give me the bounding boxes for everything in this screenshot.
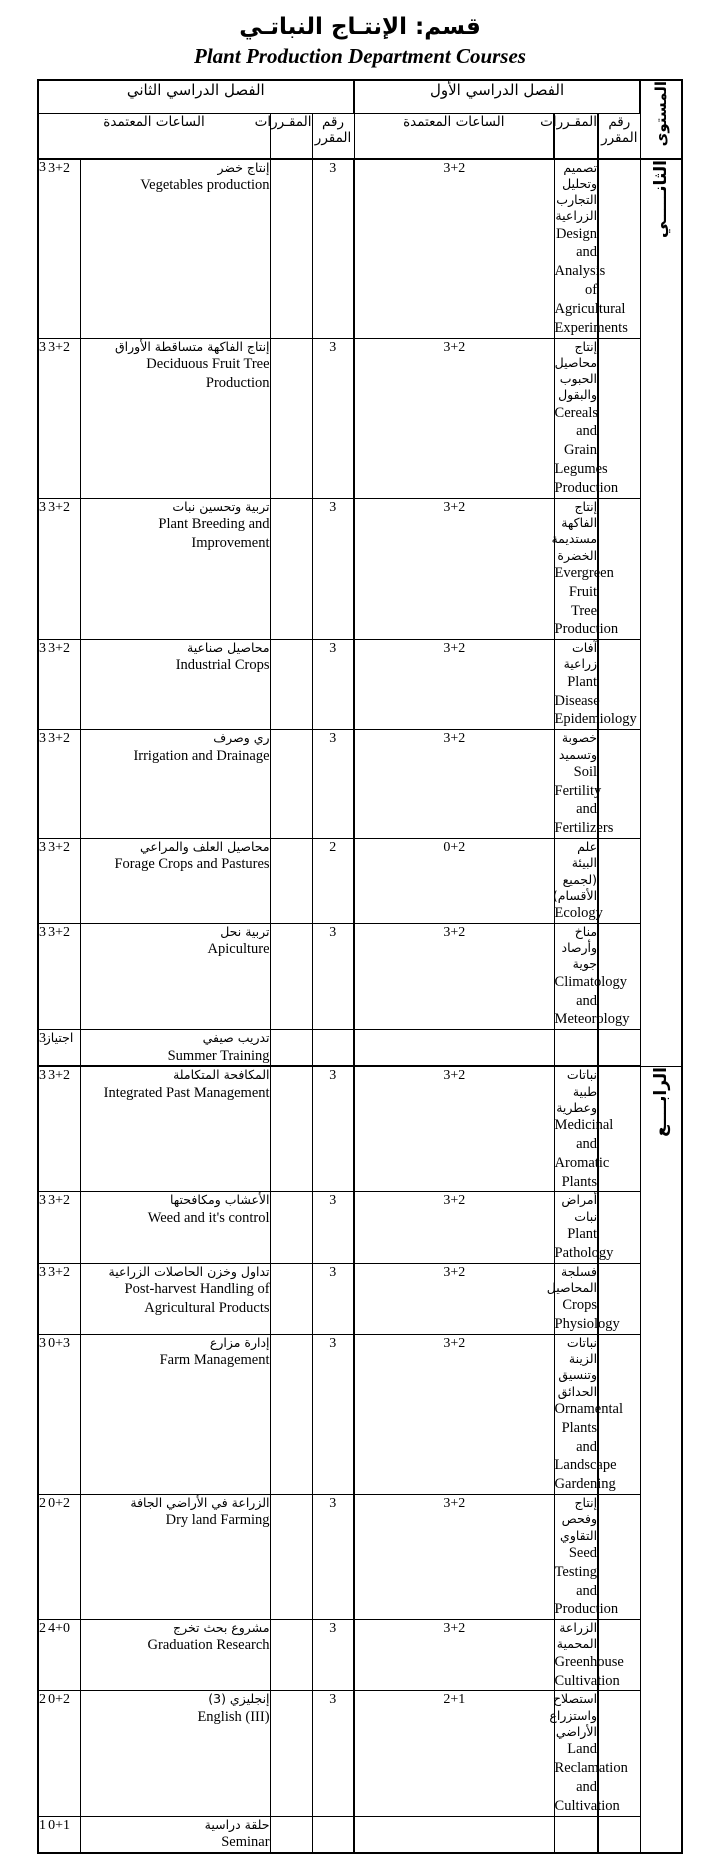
table-body	[38, 159, 682, 1853]
semester-one-credit-total-cell	[312, 1030, 354, 1067]
course-name-arabic: تربية وتحسين نبات	[172, 498, 270, 514]
course-name-cell	[80, 498, 270, 639]
course-name-english: Seed Testing and Production	[554, 1544, 619, 1618]
course-name-english: Greenhouse Cultivation	[554, 1653, 624, 1689]
semester-two-courses-header: المقـررات	[270, 113, 312, 159]
semester-two-credit-split-cell: 3+2	[38, 159, 80, 339]
semester-one-course-number-cell	[598, 1816, 640, 1853]
semester-one-course-number-header: رقم المقرر	[598, 113, 640, 159]
semester-one-credit-total-cell: 3	[312, 1495, 354, 1620]
semester-one-course-number-cell	[598, 1334, 640, 1494]
semester-two-course-number-cell	[270, 1334, 312, 1494]
course-name-cell	[554, 1066, 614, 1192]
semester-two-credit-split-cell: 0+2	[38, 1691, 80, 1816]
semester-one-header: الفصل الدراسي الأول	[354, 80, 640, 114]
course-name-cell	[80, 923, 270, 1029]
course-name-cell	[549, 1691, 628, 1816]
course-name-english: Crops Physiology	[554, 1297, 620, 1333]
table-row: الرابــــع نباتات طبية وعطرية Medicinal and Aromatic Plants 3+2 3 المكافحة المتكاملة Integrated Past Management 3+2 3	[38, 1066, 682, 1192]
course-name-cell	[546, 1263, 620, 1334]
semester-one-credit-hours-header: الساعات المعتمدة	[354, 113, 554, 159]
course-name-arabic: علم البيئة (لجميع الأقسام)	[552, 839, 598, 903]
course-name-english: Climatology and Meteorology	[554, 973, 630, 1028]
page-title-english: Plant Production Department Courses	[194, 44, 526, 69]
header-row-columns	[38, 113, 682, 159]
semester-two-credit-split-cell: اجتياز	[38, 1030, 80, 1067]
table-row: خصوبة وتسميد Soil Fertility and Fertilizers 3+2 3 ري وصرف Irrigation and Drainage 3+2 3	[38, 730, 682, 839]
course-name-arabic: إدارة مزارع	[209, 1334, 270, 1350]
semester-one-credit-total-cell: 3	[312, 1066, 354, 1192]
course-name-english: Weed and it's control	[147, 1209, 270, 1226]
course-name-arabic: حلقة دراسية	[204, 1816, 270, 1832]
semester-one-course-name-cell	[554, 1030, 598, 1067]
course-name-arabic: إنتاج الفاكهة مستديمة الخضرة	[551, 498, 598, 563]
semester-one-credit-split-cell: 3+2	[354, 730, 554, 839]
semester-one-course-number-cell	[598, 1691, 640, 1816]
course-name-cell	[80, 1066, 270, 1192]
semester-two-credit-split-cell: 3+2	[38, 1066, 80, 1192]
course-name-arabic: محاصيل العلف والمراعي	[139, 839, 270, 855]
semester-two-credit-hours-header: الساعات المعتمدة	[38, 113, 270, 159]
document-titles	[0, 0, 720, 69]
course-name-english: Medicinal and Aromatic Plants	[554, 1117, 614, 1190]
semester-two-credit-split-cell: 0+1	[38, 1816, 80, 1853]
course-name-english: Summer Training	[167, 1047, 270, 1064]
table-row: مناخ وأرصاد جوية Climatology and Meteorology 3+2 3 تربية نحل Apiculture 3+2 3	[38, 923, 682, 1029]
course-name-arabic: نباتات طبية وعطرية	[556, 1067, 598, 1115]
course-name-cell	[80, 159, 270, 339]
course-name-english: English (III)	[197, 1708, 270, 1725]
course-name-arabic: إنجليزي (3)	[208, 1691, 270, 1707]
semester-two-course-number-cell	[270, 1816, 312, 1853]
semester-two-course-number-cell	[270, 1263, 312, 1334]
table-row: الثانـــــي تصميم وتحليل التجارب الزراعية Design and Analysis of Agricultural Experiments 3+2 3 إنتاج خضر Vegetables production 3+2 3	[38, 159, 682, 339]
semester-one-courses-header: المقـررات	[554, 113, 598, 159]
semester-one-course-name-cell	[554, 1816, 598, 1853]
header-row-semesters	[38, 80, 682, 114]
semester-one-credit-split-cell: 3+2	[354, 1263, 554, 1334]
course-name-english: Dry land Farming	[165, 1512, 270, 1529]
course-name-cell	[554, 923, 630, 1029]
semester-two-credit-split-cell: 3+2	[38, 839, 80, 924]
semester-two-credit-split-cell: 3+2	[38, 1192, 80, 1263]
semester-two-course-number-cell	[270, 1691, 312, 1816]
level-cell	[640, 1066, 682, 1852]
semester-two-credit-split-cell: 3+2	[38, 498, 80, 639]
course-name-cell	[554, 640, 637, 730]
semester-two-course-number-cell	[270, 1066, 312, 1192]
table-row: تدريب صيفي Summer Training اجتياز 3	[38, 1030, 682, 1067]
course-name-english: Seminar	[221, 1833, 270, 1850]
table-row: حلقة دراسية Seminar 0+1 1	[38, 1816, 682, 1853]
course-name-cell	[554, 1495, 619, 1620]
course-name-arabic: إنتاج محاصيل الحبوب والبقول	[554, 338, 598, 403]
semester-two-credit-split-cell: 3+2	[38, 923, 80, 1029]
course-name-english: Apiculture	[207, 941, 270, 958]
level-label: الثانـــــي	[650, 159, 671, 238]
level-label: الرابــــع	[650, 1066, 671, 1137]
course-name-arabic: الزراعة المحمية	[556, 1620, 598, 1652]
course-name-english: Design and Analysis of Agricultural Experiments	[554, 225, 628, 336]
course-name-cell	[80, 1030, 270, 1067]
semester-one-course-number-cell	[598, 1066, 640, 1192]
course-name-cell	[554, 338, 619, 498]
semester-one-credit-total-cell: 3	[312, 730, 354, 839]
semester-one-credit-split-cell: 2+1	[354, 1691, 554, 1816]
course-name-english: Soil Fertility and Fertilizers	[554, 763, 614, 837]
level-cell	[640, 159, 682, 1067]
semester-one-credit-total-cell: 3	[312, 1192, 354, 1263]
course-name-english: Ecology	[554, 905, 603, 922]
semester-one-course-number-cell	[598, 1620, 640, 1691]
course-name-english: Industrial Crops	[175, 657, 270, 674]
course-name-arabic: محاصيل صناعية	[187, 640, 270, 656]
course-name-english: Plant Breeding and Improvement	[158, 516, 270, 551]
course-name-cell	[80, 839, 270, 924]
table-head	[38, 80, 682, 159]
semester-one-credit-split-cell: 3+2	[354, 923, 554, 1029]
course-name-english: Post-harvest Handling of Agricultural Products	[124, 1280, 270, 1316]
semester-one-credit-total-cell: 3	[312, 1691, 354, 1816]
course-name-arabic: المكافحة المتكاملة	[173, 1067, 270, 1083]
course-name-english: Plant Pathology	[554, 1225, 614, 1261]
course-name-arabic: الزراعة في الأراضي الجافة	[130, 1495, 270, 1511]
course-name-cell	[80, 1192, 270, 1263]
course-name-cell	[554, 1620, 624, 1691]
course-name-english: Graduation Research	[147, 1637, 270, 1654]
course-name-arabic: تصميم وتحليل التجارب الزراعية	[555, 159, 598, 224]
semester-one-credit-total-cell	[312, 1816, 354, 1853]
semester-one-credit-total-cell: 2	[312, 839, 354, 924]
semester-one-credit-split-cell: 3+2	[354, 1620, 554, 1691]
course-name-english: Vegetables production	[140, 176, 270, 193]
semester-one-credit-total-cell: 3	[312, 923, 354, 1029]
course-name-arabic: إنتاج خضر	[217, 159, 270, 175]
semester-one-credit-total-cell: 3	[312, 159, 354, 339]
course-name-cell	[554, 1334, 623, 1494]
course-name-cell	[554, 730, 614, 839]
semester-one-credit-total-cell: 3	[312, 1263, 354, 1334]
course-name-english: Cereals and Grain Legumes Production	[554, 404, 619, 497]
course-name-arabic: نباتات الزينة وتنسيق الحدائق	[557, 1334, 598, 1399]
semester-two-credit-split-cell: 3+2	[38, 730, 80, 839]
semester-two-credit-split-cell: 3+2	[38, 338, 80, 498]
course-name-arabic: إنتاج الفاكهة متساقطة الأوراق	[114, 338, 270, 354]
course-name-cell	[80, 1620, 270, 1691]
table-row: فسلجة المحاصيل Crops Physiology 3+2 3 تداول وخزن الحاصلات الزراعية Post-harvest Handling of Agricultural Products 3+2 3	[38, 1263, 682, 1334]
semester-two-credit-split-cell: 3+2	[38, 640, 80, 730]
semester-two-course-number-cell	[270, 1495, 312, 1620]
course-name-arabic: فسلجة المحاصيل	[546, 1263, 598, 1295]
semester-one-course-number-cell	[598, 839, 640, 924]
semester-one-credit-total-cell: 3	[312, 640, 354, 730]
course-name-cell	[554, 159, 628, 339]
course-name-arabic: آفات زراعية	[563, 640, 598, 672]
course-name-english: Deciduous Fruit Tree Production	[146, 355, 270, 391]
semester-two-course-number-cell	[270, 1620, 312, 1691]
course-name-cell	[80, 730, 270, 839]
semester-two-course-number-header: رقم المقرر	[312, 113, 354, 159]
course-name-english: Forage Crops and Pastures	[114, 856, 270, 873]
course-name-english: Integrated Past Management	[103, 1084, 270, 1101]
semester-one-credit-total-cell: 3	[312, 338, 354, 498]
course-name-cell	[80, 1816, 270, 1853]
course-name-arabic: تداول وخزن الحاصلات الزراعية	[108, 1263, 270, 1279]
table-row: إنتاج وفحص التقاوي Seed Testing and Production 3+2 3 الزراعة في الأراضي الجافة Dry land Farming 0+2 2	[38, 1495, 682, 1620]
semester-one-credit-split-cell: 3+2	[354, 159, 554, 339]
course-name-cell	[80, 1495, 270, 1620]
semester-one-credit-split-cell: 3+2	[354, 640, 554, 730]
semester-one-credit-total-cell: 3	[312, 498, 354, 639]
course-name-cell	[80, 1263, 270, 1334]
course-name-arabic: الأعشاب ومكافحتها	[169, 1192, 270, 1208]
semester-one-credit-total-cell: 3	[312, 1334, 354, 1494]
semester-one-course-number-cell	[598, 1192, 640, 1263]
semester-two-course-number-cell	[270, 730, 312, 839]
semester-two-credit-split-cell: 3+2	[38, 1263, 80, 1334]
semester-two-course-number-cell	[270, 1030, 312, 1067]
course-name-arabic: خصوبة وتسميد	[558, 730, 598, 762]
semester-one-credit-split-cell	[354, 1816, 554, 1853]
course-name-cell	[554, 1192, 614, 1263]
semester-one-course-number-cell	[598, 1030, 640, 1067]
semester-one-credit-split-cell: 3+2	[354, 498, 554, 639]
course-name-arabic: مشروع بحث تخرج	[173, 1620, 270, 1636]
semester-two-course-number-cell	[270, 498, 312, 639]
course-name-english: Evergreen Fruit Tree Production	[554, 564, 619, 638]
courses-table-wrapper	[37, 79, 683, 1854]
course-name-arabic: أمراض نبات	[561, 1192, 598, 1224]
semester-two-credit-split-cell: 4+0	[38, 1620, 80, 1691]
course-name-arabic: استصلاح واستزراع الأراضي	[549, 1691, 598, 1739]
semester-two-course-number-cell	[270, 1192, 312, 1263]
semester-two-course-number-cell	[270, 159, 312, 339]
semester-one-course-number-cell	[598, 923, 640, 1029]
course-name-english: Irrigation and Drainage	[133, 747, 270, 764]
course-name-english: Plant Disease Epidemiology	[554, 673, 637, 728]
semester-two-credit-split-cell: 0+3	[38, 1334, 80, 1494]
course-name-english: Farm Management	[159, 1352, 270, 1369]
semester-one-credit-split-cell: 3+2	[354, 1334, 554, 1494]
table-row: نباتات الزينة وتنسيق الحدائق Ornamental Plants and Landscape Gardening 3+2 3 إدارة مزارع Farm Management 0+3 3	[38, 1334, 682, 1494]
courses-table	[37, 79, 683, 1854]
course-name-cell	[551, 498, 619, 639]
course-name-english: Ornamental Plants and Landscape Gardening	[554, 1400, 623, 1493]
course-name-arabic: تدريب صيفي	[202, 1030, 270, 1046]
page-title-arabic: قسم: الإنتـاج النباتـي	[239, 14, 481, 40]
semester-one-credit-split-cell: 0+2	[354, 839, 554, 924]
table-row: إنتاج محاصيل الحبوب والبقول Cereals and Grain Legumes Production 3+2 3 إنتاج الفاكهة متساقطة الأوراق Deciduous Fruit Tree Production 3+2 3	[38, 338, 682, 498]
course-name-cell	[80, 1334, 270, 1494]
level-header-label: المستوى	[652, 80, 671, 146]
course-name-cell	[80, 1691, 270, 1816]
table-row: آفات زراعية Plant Disease Epidemiology 3+2 3 محاصيل صناعية Industrial Crops 3+2 3	[38, 640, 682, 730]
table-row: أمراض نبات Plant Pathology 3+2 3 الأعشاب ومكافحتها Weed and it's control 3+2 3	[38, 1192, 682, 1263]
level-column-header	[640, 80, 682, 159]
course-name-arabic: إنتاج وفحص التقاوي	[560, 1495, 598, 1543]
table-row: إنتاج الفاكهة مستديمة الخضرة Evergreen Fruit Tree Production 3+2 3 تربية وتحسين نبات Plant Breeding and Improvement 3+2 3	[38, 498, 682, 639]
semester-two-course-number-cell	[270, 640, 312, 730]
semester-one-course-number-cell	[598, 1495, 640, 1620]
course-name-english: Land Reclamation and Cultivation	[554, 1741, 628, 1814]
course-name-arabic: ري وصرف	[213, 730, 270, 746]
semester-one-course-number-cell	[598, 1263, 640, 1334]
semester-two-course-number-cell	[270, 923, 312, 1029]
semester-two-course-number-cell	[270, 839, 312, 924]
semester-one-credit-split-cell: 3+2	[354, 338, 554, 498]
semester-two-credit-split-cell: 0+2	[38, 1495, 80, 1620]
semester-one-credit-split-cell: 3+2	[354, 1192, 554, 1263]
semester-two-header: الفصل الدراسي الثاني	[38, 80, 354, 114]
semester-two-course-number-cell	[270, 338, 312, 498]
table-row: علم البيئة (لجميع الأقسام) Ecology 0+2 2 محاصيل العلف والمراعي Forage Crops and Pastures 3+2 3	[38, 839, 682, 924]
course-name-cell	[80, 338, 270, 498]
course-name-cell	[80, 640, 270, 730]
semester-one-credit-split-cell: 3+2	[354, 1066, 554, 1192]
table-row: الزراعة المحمية Greenhouse Cultivation 3+2 3 مشروع بحث تخرج Graduation Research 4+0 2	[38, 1620, 682, 1691]
semester-one-credit-total-cell: 3	[312, 1620, 354, 1691]
semester-one-credit-split-cell	[354, 1030, 554, 1067]
course-name-arabic: تربية نحل	[220, 923, 270, 939]
course-name-cell	[552, 839, 603, 924]
table-row: استصلاح واستزراع الأراضي Land Reclamation and Cultivation 2+1 3 إنجليزي (3) English (III) 0+2 2	[38, 1691, 682, 1816]
course-name-arabic: مناخ وأرصاد جوية	[561, 923, 598, 972]
semester-one-credit-split-cell: 3+2	[354, 1495, 554, 1620]
